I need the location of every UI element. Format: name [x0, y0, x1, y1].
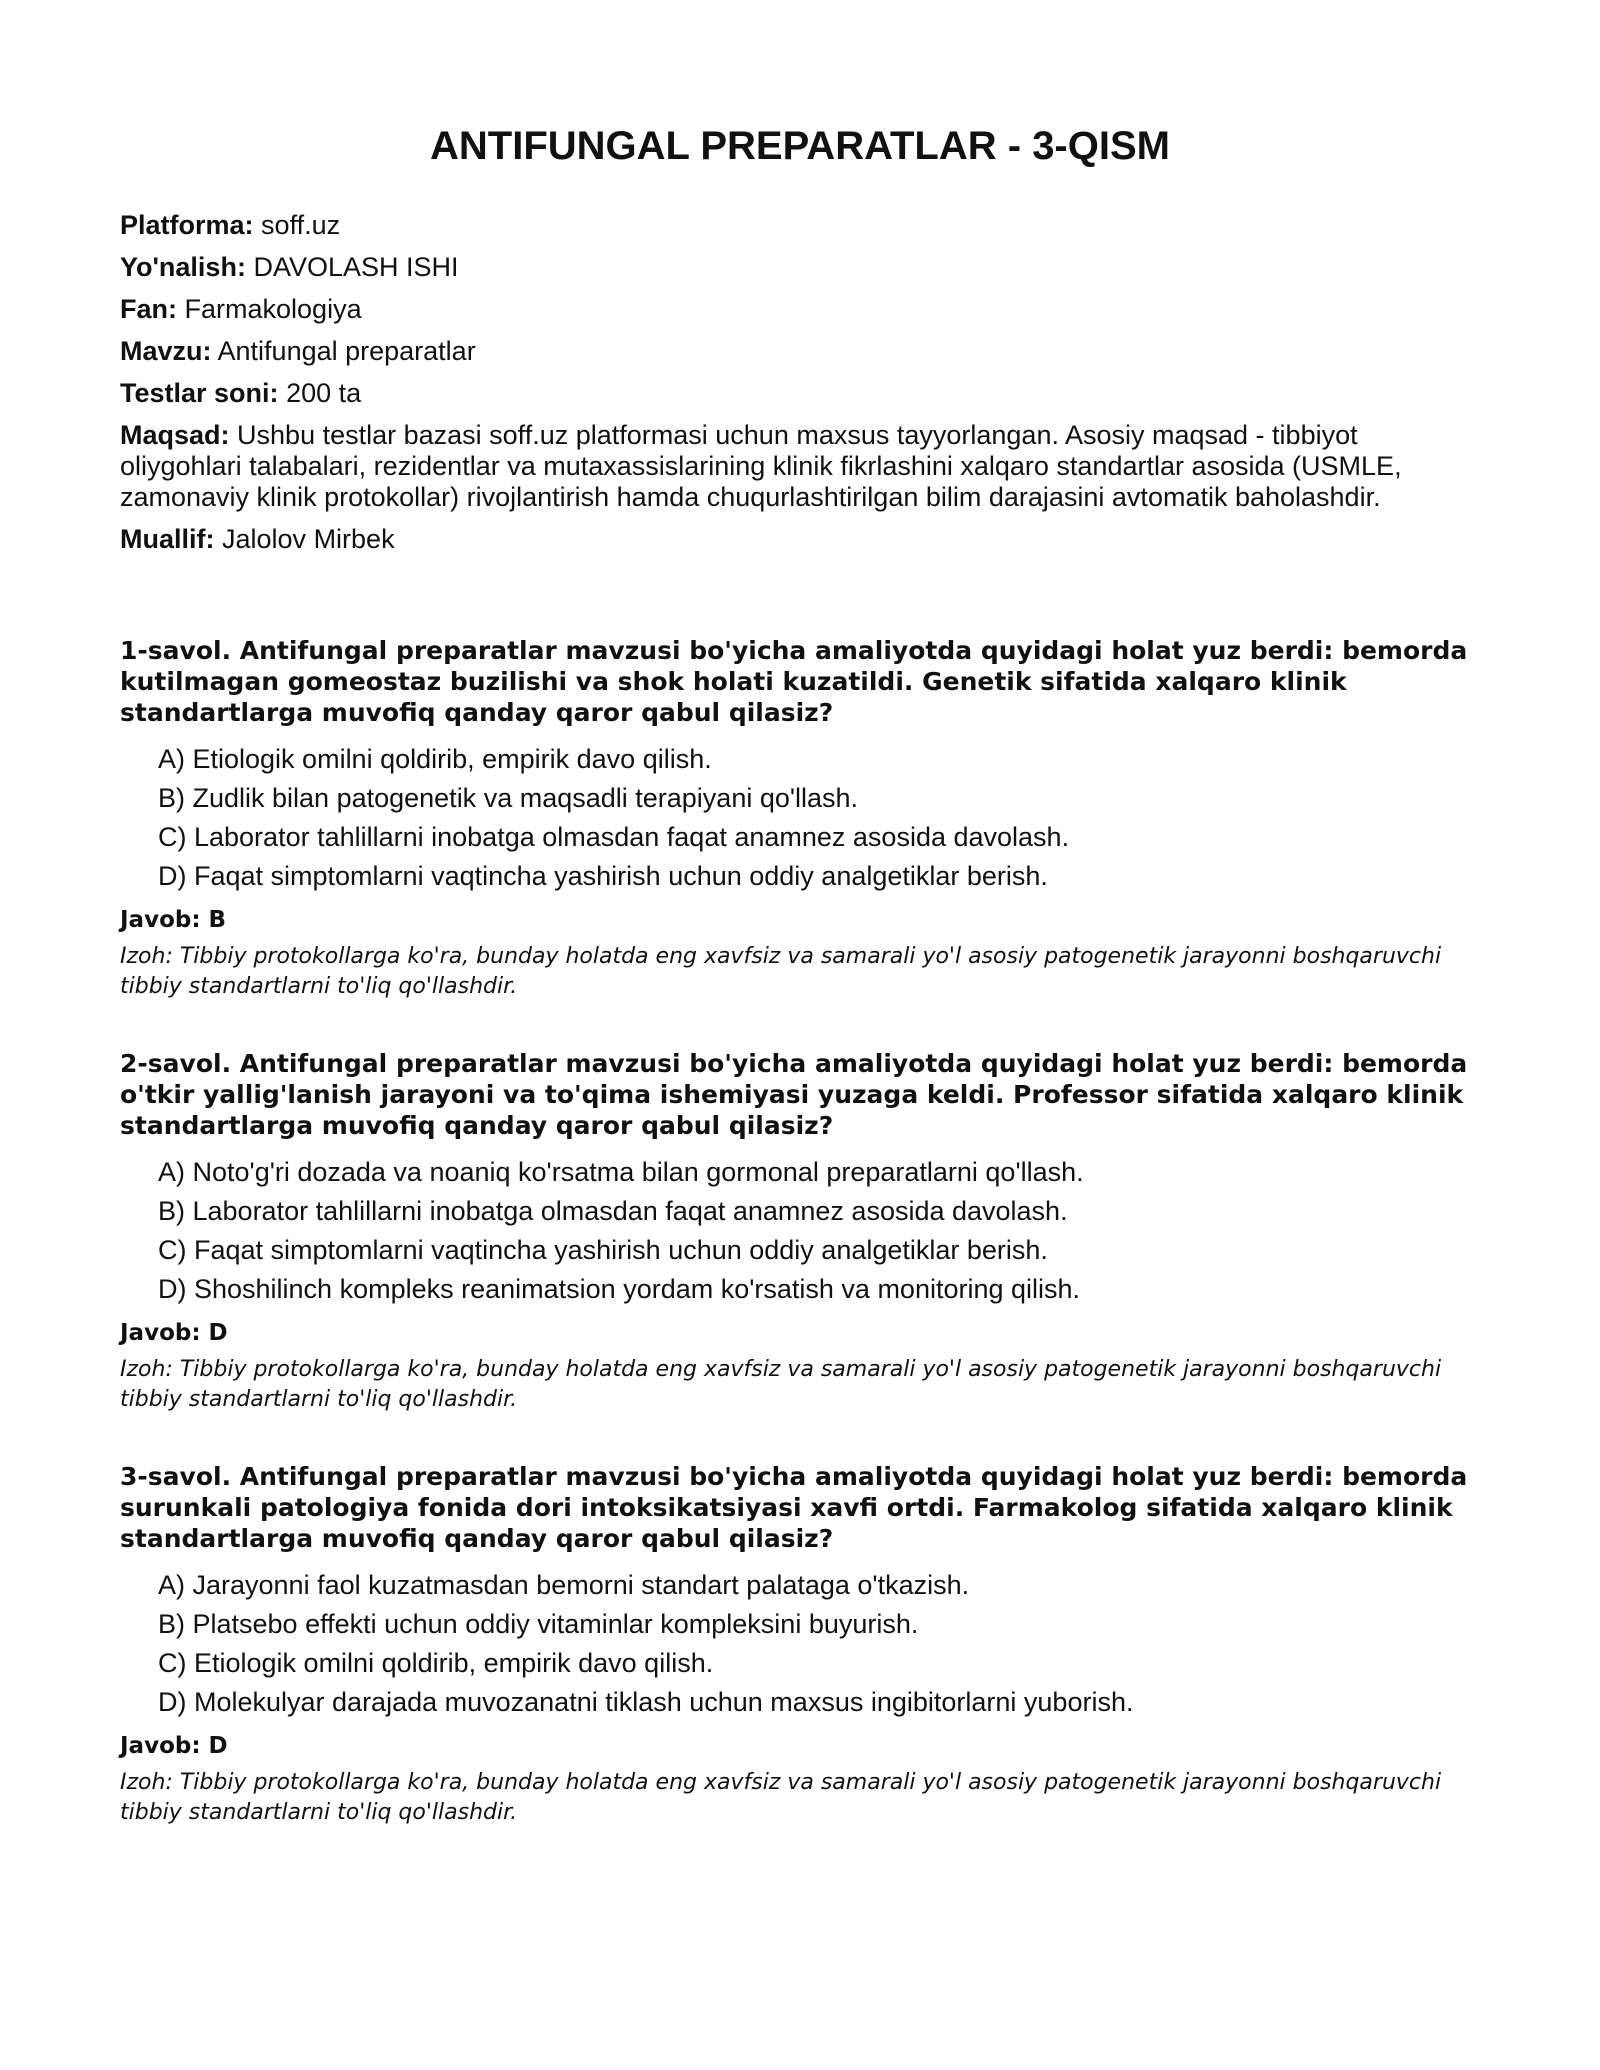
meta-key: Yo'nalish: — [120, 252, 246, 282]
meta-direction — [120, 252, 1480, 283]
question-text: 2-savol. Antifungal preparatlar mavzusi bo'yicha amaliyotda quyidagi holat yuz berdi: bemorda o'tkir yallig'lanish jarayoni va to'qima ishemiyasi yuzaga keldi. Professor sifatida xalqaro klinik standartlarga muvofiq qanday qaror qabul qilasiz? — [120, 1049, 1468, 1140]
option-b: B) Laborator tahlillarni inobatga olmasdan faqat anamnez asosida davolash. — [158, 1196, 1068, 1226]
meta-author — [120, 524, 1480, 555]
question-1 — [120, 635, 1480, 1002]
meta-key: Maqsad: — [120, 420, 230, 450]
explanation-note: Izoh: Tibbiy protokollarga ko'ra, bunday holatda eng xavfsiz va samarali yo'l asosiy patogenetik jarayonni boshqaruvchi tibbiy standartlarni to'liq qo'llashdir. — [120, 1357, 1442, 1412]
meta-test-count — [120, 378, 1480, 409]
option-b: B) Platsebo effekti uchun oddiy vitaminlar kompleksini buyurish. — [158, 1609, 919, 1639]
meta-subject — [120, 294, 1480, 325]
option-a: A) Noto'g'ri dozada va noaniq ko'rsatma bilan gormonal preparatlarni qo'llash. — [158, 1157, 1084, 1187]
meta-value: Antifungal preparatlar — [217, 336, 476, 366]
document-metadata — [120, 210, 1480, 555]
answer-options — [120, 1570, 1480, 1718]
meta-platform — [120, 210, 1480, 241]
meta-value: soff.uz — [261, 210, 341, 240]
option-c: C) Laborator tahlillarni inobatga olmasdan faqat anamnez asosida davolash. — [158, 822, 1070, 852]
answer-options — [120, 1157, 1480, 1305]
meta-value: DAVOLASH ISHI — [253, 252, 459, 282]
correct-answer: Javob: D — [120, 1733, 228, 1759]
explanation-note: Izoh: Tibbiy protokollarga ko'ra, bunday holatda eng xavfsiz va samarali yo'l asosiy patogenetik jarayonni boshqaruvchi tibbiy standartlarni to'liq qo'llashdir. — [120, 944, 1442, 999]
question-text: 1-savol. Antifungal preparatlar mavzusi bo'yicha amaliyotda quyidagi holat yuz berdi: bemorda kutilmagan gomeostaz buzilishi va shok holati kuzatildi. Genetik sifatida xalqaro klinik standartlarga muvofiq qanday qaror qabul qilasiz? — [120, 636, 1468, 727]
meta-key: Mavzu: — [120, 336, 212, 366]
meta-value: Jalolov Mirbek — [222, 524, 395, 554]
question-3 — [120, 1461, 1480, 1828]
meta-purpose — [120, 420, 1480, 513]
question-text: 3-savol. Antifungal preparatlar mavzusi bo'yicha amaliyotda quyidagi holat yuz berdi: bemorda surunkali patologiya fonida dori intoksikatsiyasi xavfi ortdi. Farmakolog sifatida xalqaro klinik standartlarga muvofiq qanday qaror qabul qilasiz? — [120, 1462, 1468, 1553]
option-a: A) Jarayonni faol kuzatmasdan bemorni standart palataga o'tkazish. — [158, 1570, 970, 1600]
meta-key: Testlar soni: — [120, 378, 279, 408]
option-d: D) Shoshilinch kompleks reanimatsion yordam ko'rsatish va monitoring qilish. — [158, 1274, 1081, 1304]
document-title: ANTIFUNGAL PREPARATLAR - 3-QISM — [430, 124, 1170, 168]
meta-topic — [120, 336, 1480, 367]
option-d: D) Faqat simptomlarni vaqtincha yashirish uchun oddiy analgetiklar berish. — [158, 861, 1048, 891]
answer-options — [120, 744, 1480, 892]
meta-key: Platforma: — [120, 210, 254, 240]
meta-key: Muallif: — [120, 524, 215, 554]
option-c: C) Faqat simptomlarni vaqtincha yashirish uchun oddiy analgetiklar berish. — [158, 1235, 1048, 1265]
correct-answer: Javob: B — [120, 907, 227, 933]
question-2 — [120, 1048, 1480, 1415]
option-d: D) Molekulyar darajada muvozanatni tiklash uchun maxsus ingibitorlarni yuborish. — [158, 1687, 1134, 1717]
option-b: B) Zudlik bilan patogenetik va maqsadli terapiyani qo'llash. — [158, 783, 859, 813]
question-list — [120, 635, 1480, 1828]
meta-value: 200 ta — [286, 378, 362, 408]
meta-value: Farmakologiya — [184, 294, 362, 324]
explanation-note: Izoh: Tibbiy protokollarga ko'ra, bunday holatda eng xavfsiz va samarali yo'l asosiy patogenetik jarayonni boshqaruvchi tibbiy standartlarni to'liq qo'llashdir. — [120, 1770, 1442, 1825]
correct-answer: Javob: D — [120, 1320, 228, 1346]
option-a: A) Etiologik omilni qoldirib, empirik davo qilish. — [158, 744, 712, 774]
meta-value: Ushbu testlar bazasi soff.uz platformasi uchun maxsus tayyorlangan. Asosiy maqsad - tibbiyot oliygohlari talabalari, rezidentlar va mutaxassislarining klinik fikrlashini xalqaro standartlar asosida (USMLE, zamonaviy klinik protokollar) rivojlantirish hamda chuqurlashtirilgan bilim darajasini avtomatik baholashdir. — [120, 420, 1402, 512]
meta-key: Fan: — [120, 294, 177, 324]
option-c: C) Etiologik omilni qoldirib, empirik davo qilish. — [158, 1648, 714, 1678]
